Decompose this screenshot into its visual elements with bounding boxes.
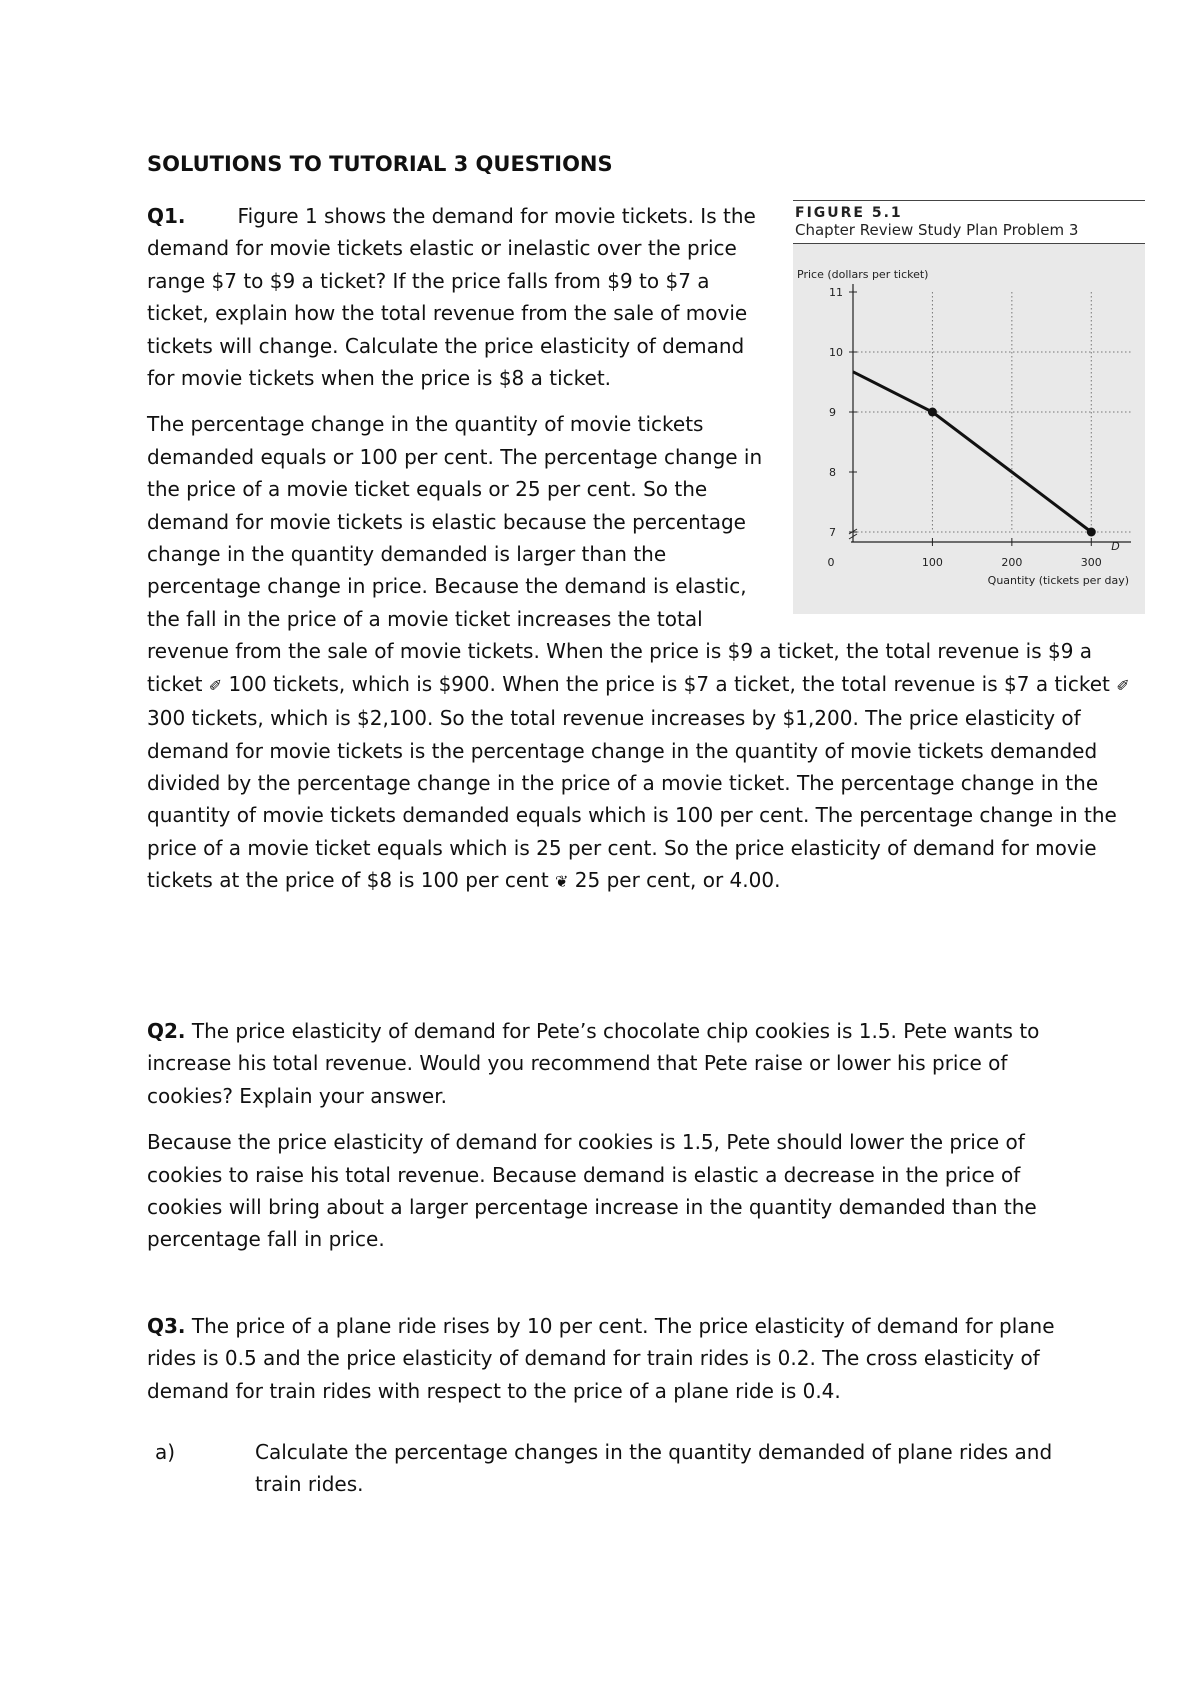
- q1-answer-part-b: 100 tickets, which is $900. When the price is $7 a ticket, the total revenue is $7 a ticket: [222, 671, 1117, 696]
- y-tick-label: 9: [829, 406, 836, 419]
- figure: [793, 200, 1145, 614]
- curve-label: D: [1111, 540, 1120, 553]
- y-tick-label: 7: [829, 526, 836, 539]
- q3-question: [147, 1310, 1077, 1407]
- demand-chart: [793, 244, 1145, 614]
- q2-question: [147, 1015, 1077, 1112]
- figure-top-rule: [793, 200, 1145, 201]
- y-tick-label: 8: [829, 466, 836, 479]
- y-tick-label: 10: [829, 346, 843, 359]
- q2-answer: Because the price elasticity of demand for cookies is 1.5, Pete should lower the price of cookies to raise his total revenue. Because demand is elastic a decrease in the price of cookies will bring about a larger percentage increase in the quantity demanded than the percentage fall in price.: [147, 1130, 1037, 1252]
- q1-answer-part-a: The percentage change in the quantity of movie tickets demanded equals or 100 per cent. The percentage change in the price of a movie ticket equals or 25 per cent. So the demand for movie tickets is elastic because the percentage change in the quantity demanded is larger than the percentage change in price. Because the demand is elastic, the fall in the price of a movie ticket increases the total revenue from the sale of movie tickets. When the price is $9 a ticket, the total revenue is $9 a ticket: [147, 412, 1093, 696]
- q3-section: [147, 1310, 1077, 1421]
- figure-subtitle: Chapter Review Study Plan Problem 3: [795, 221, 1079, 239]
- x-tick-label: 300: [1080, 556, 1102, 569]
- demand-curve: [853, 372, 1091, 532]
- x-axis-title: Quantity (tickets per day): [987, 574, 1129, 587]
- multiply-symbol-glyph: ✐: [208, 675, 223, 695]
- multiply-symbol-glyph: ✐: [1116, 675, 1130, 695]
- x-tick-label: 200: [1001, 556, 1023, 569]
- q3-question-text: The price of a plane ride rises by 10 per cent. The price elasticity of demand for plane rides is 0.5 and the price elasticity of demand for train rides is 0.2. The cross elasticity of demand for train rides with respect to the price of a plane ride is 0.4.: [147, 1314, 1055, 1403]
- page-title: SOLUTIONS TO TUTORIAL 3 QUESTIONS: [147, 152, 613, 176]
- sub-item-text: Calculate the percentage changes in the quantity demanded of plane rides and train rides.: [255, 1440, 1053, 1497]
- divide-symbol-glyph: ❦: [555, 872, 569, 892]
- figure-label: FIGURE 5.1: [795, 205, 903, 221]
- figure-container: [793, 200, 1145, 620]
- q1-section: [147, 200, 1147, 913]
- q2-section: [147, 1015, 1077, 1270]
- demand-point: [928, 408, 937, 417]
- sub-item-marker: a): [155, 1440, 176, 1464]
- demand-chart-svg: [793, 244, 1145, 614]
- q2-label: Q2.: [147, 1019, 186, 1043]
- demand-point: [1087, 528, 1096, 537]
- x-tick-label: 100: [921, 556, 943, 569]
- q3-label: Q3.: [147, 1314, 186, 1338]
- y-tick-label: 11: [829, 286, 843, 299]
- y-axis-title: Price (dollars per ticket): [797, 268, 929, 281]
- q2-question-text: The price elasticity of demand for Pete’s chocolate chip cookies is 1.5. Pete wants to increase his total revenue. Would you recommend that Pete raise or lower his price of cookies? Explain your answer.: [147, 1019, 1040, 1108]
- q1-label: Q1.: [147, 204, 186, 228]
- q1-answer-part-d: 25 per cent, or 4.00.: [568, 868, 781, 893]
- q1-answer-part-c: 300 tickets, which is $2,100. So the total revenue increases by $1,200. The price elasticity of demand for movie tickets is the percentage change in the quantity of movie tickets demanded divided by the percentage change in the price of a movie ticket. The percentage change in the quantity of movie tickets demanded equals which is 100 per cent. The percentage change in the price of a movie ticket equals which is 25 per cent. So the price elasticity of demand for movie tickets at the price of $8 is 100 per cent: [147, 706, 1117, 893]
- x-tick-label: 0: [827, 556, 835, 569]
- q3-sub-item-a: [147, 1436, 1077, 1501]
- q1-question-text: Figure 1 shows the demand for movie tickets. Is the demand for movie tickets elastic or inelastic over the price range $7 to $9 a ticket? If the price falls from $9 to $7 a ticket, explain how the total revenue from the sale of movie tickets will change. Calculate the price elasticity of demand for movie tickets when the price is $8 a ticket.: [147, 204, 756, 391]
